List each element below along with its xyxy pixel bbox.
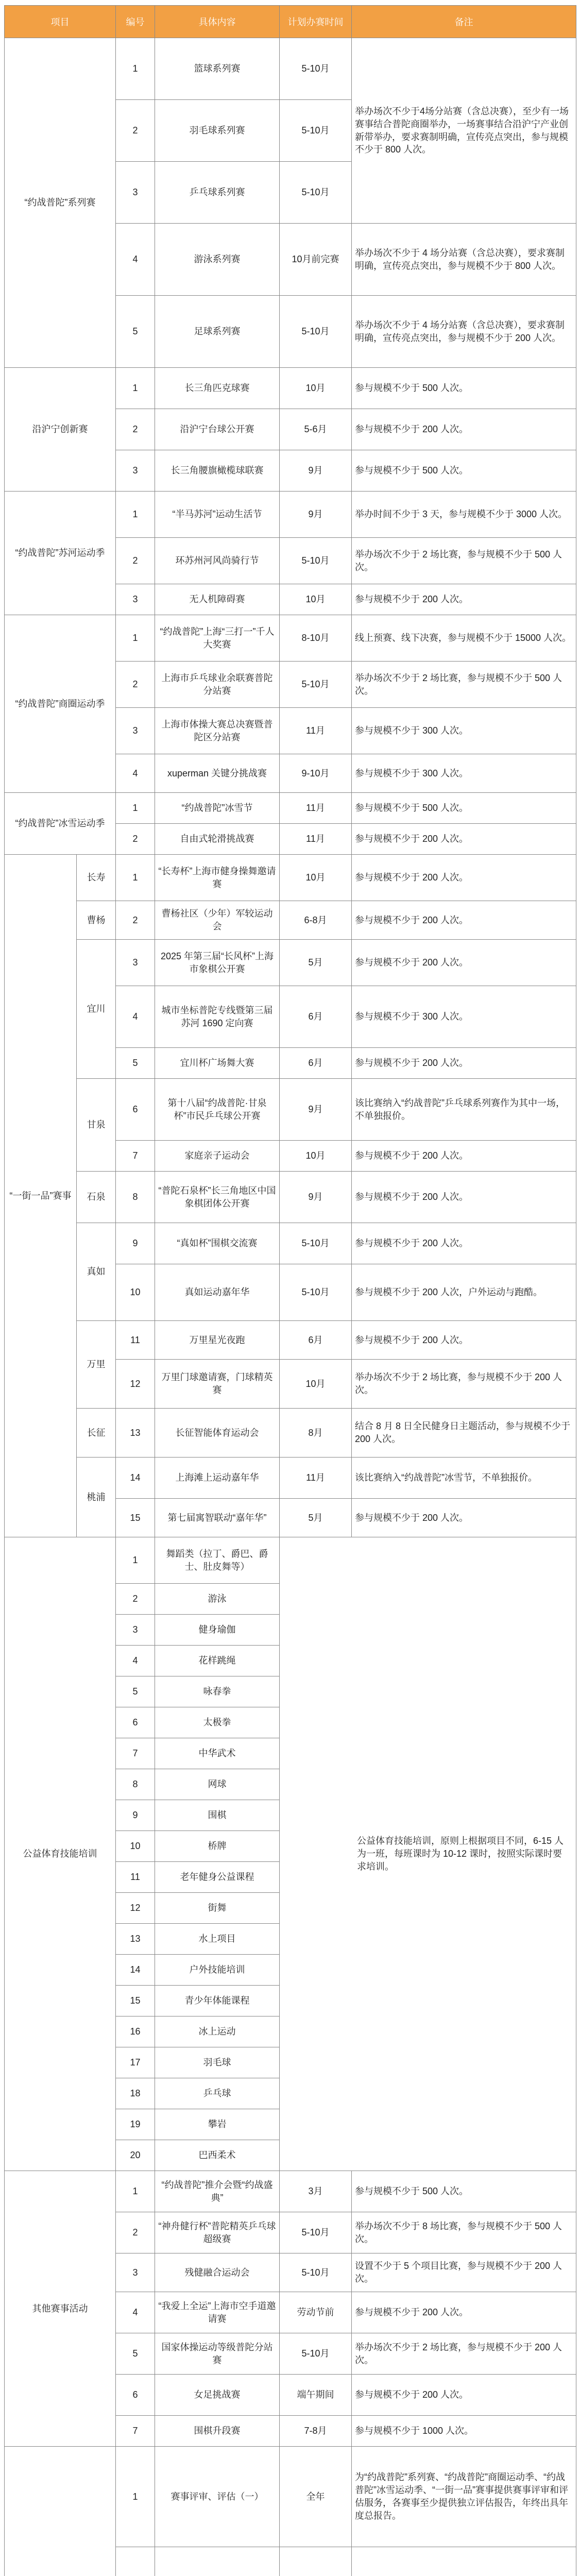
category-cell: “约战普陀”苏河运动季 (5, 492, 116, 615)
row-note: 参与规模不少于 200 人次。 (352, 2375, 576, 2416)
category-cell: “约战普陀”系列赛 (5, 38, 116, 368)
street-cell: 甘泉 (77, 1079, 116, 1172)
row-content: 长三角匹克球赛 (155, 368, 280, 409)
row-number: 2 (116, 824, 155, 855)
row-content: 曹杨社区（少年）军较运动会 (155, 901, 280, 940)
row-content: 残健融合运动会 (155, 2253, 280, 2292)
category-cell: “约战普陀”商圈运动季 (5, 615, 116, 793)
row-note: 参与规模不少于 200 人次。 (352, 409, 576, 450)
table-row (5, 492, 576, 538)
row-time: 8月 (280, 1409, 352, 1458)
table-header-row (5, 6, 576, 38)
row-number: 3 (116, 708, 155, 754)
row-content: “长寿杯”上海市健身操舞邀请赛 (155, 855, 280, 901)
table-row (5, 1321, 576, 1360)
row-time: 5-10月 (280, 100, 352, 162)
row-number: 3 (116, 2253, 155, 2292)
row-time: 9月 (280, 492, 352, 538)
street-cell: 长寿 (77, 855, 116, 901)
row-number: 2 (116, 901, 155, 940)
category-cell: “约战普陀”冰雪运动季 (5, 793, 116, 855)
row-time: 6-8月 (280, 901, 352, 940)
row-number: 3 (116, 450, 155, 492)
table-row (5, 1223, 576, 1264)
row-number: 8 (116, 1769, 155, 1800)
row-content: 羽毛球 (155, 2047, 280, 2078)
row-time: 5-10月 (280, 296, 352, 368)
row-time: 9-10月 (280, 754, 352, 793)
header-content: 具体内容 (155, 6, 280, 38)
row-content: 咏春拳 (155, 1676, 280, 1707)
row-time: 10月前完赛 (280, 224, 352, 296)
row-content: 游泳 (155, 1584, 280, 1615)
header-remark: 备注 (352, 6, 576, 38)
row-content: “半马苏河”运动生活节 (155, 492, 280, 538)
row-time: 11月 (280, 708, 352, 754)
row-time: 7-8月 (280, 2416, 352, 2447)
row-time: 6月 (280, 1048, 352, 1079)
header-project: 项目 (5, 6, 116, 38)
row-number: 13 (116, 1409, 155, 1458)
row-content: “普陀石泉杯”长三角地区中国象棋团体公开赛 (155, 1172, 280, 1223)
row-number: 5 (116, 2333, 155, 2375)
row-time: 11月 (280, 824, 352, 855)
row-time: 11月 (280, 1458, 352, 1499)
table-row (5, 1537, 576, 1584)
row-number: 5 (116, 296, 155, 368)
row-number: 7 (116, 2416, 155, 2447)
row-time: 10月 (280, 1360, 352, 1409)
row-note: 参与规模不少于 300 人次。 (352, 986, 576, 1048)
row-note: 参与规模不少于 200 人次。 (352, 940, 576, 986)
row-content: 网球 (155, 1769, 280, 1800)
row-time: 9月 (280, 450, 352, 492)
row-content: 第七届寓智联动“嘉年华” (155, 1499, 280, 1537)
row-content: 上海市乒乓球业余联赛普陀分站赛 (155, 662, 280, 708)
row-number: 2 (116, 1584, 155, 1615)
street-cell: 曹杨 (77, 901, 116, 940)
table-row (5, 940, 576, 986)
row-number: 3 (116, 162, 155, 224)
row-note: 参与规模不少于 200 人次。 (352, 1141, 576, 1172)
street-cell: 宜川 (77, 940, 116, 1079)
row-note: 参与规模不少于 200 人次。 (352, 855, 576, 901)
row-content: “约战普陀”冰雪节 (155, 793, 280, 824)
row-number: 13 (116, 1924, 155, 1955)
row-time: 10月 (280, 584, 352, 615)
row-note (352, 2547, 576, 2576)
row-number: 11 (116, 1862, 155, 1893)
category-cell: “一街一品”赛事 (5, 855, 77, 1537)
row-content: 国家体操运动等级普陀分站赛 (155, 2333, 280, 2375)
row-note: 参与规模不少于 200 人次。 (352, 1223, 576, 1264)
row-time: 5-10月 (280, 38, 352, 100)
row-content: 巴西柔术 (155, 2140, 280, 2171)
row-number: 7 (116, 1738, 155, 1769)
row-content: 女足挑战赛 (155, 2375, 280, 2416)
row-content: 沿沪宁台球公开赛 (155, 409, 280, 450)
row-content: 攀岩 (155, 2109, 280, 2140)
table-row (5, 901, 576, 940)
row-content: 桥牌 (155, 1831, 280, 1862)
table-row (5, 1458, 576, 1499)
row-time: 10月 (280, 855, 352, 901)
row-time: 5-10月 (280, 1264, 352, 1321)
row-note: 参与规模不少于 1000 人次。 (352, 2416, 576, 2447)
row-time: 3月 (280, 2171, 352, 2212)
row-time: 5月 (280, 1499, 352, 1537)
table-row (5, 615, 576, 662)
row-content: 宜川杯广场舞大赛 (155, 1048, 280, 1079)
row-note: 参与规模不少于 500 人次。 (352, 2171, 576, 2212)
row-content: 围棋 (155, 1800, 280, 1831)
street-cell: 万里 (77, 1321, 116, 1409)
row-note: 参与规模不少于 200 人次。 (352, 1321, 576, 1360)
row-note: 举办场次不少于 2 场比赛，参与规模不少于 200 人次。 (352, 1360, 576, 1409)
row-content: 城市坐标普陀专线暨第三届苏河 1690 定向赛 (155, 986, 280, 1048)
row-content: 家庭亲子运动会 (155, 1141, 280, 1172)
table-row (5, 368, 576, 409)
row-number: 4 (116, 986, 155, 1048)
row-note: 结合 8 月 8 日全民健身日主题活动，参与规模不少于 200 人次。 (352, 1409, 576, 1458)
row-number: 4 (116, 1646, 155, 1676)
row-content: 万里星光夜跑 (155, 1321, 280, 1360)
row-content: “真如杯”围棋交流赛 (155, 1223, 280, 1264)
row-content: 健身瑜伽 (155, 1615, 280, 1646)
row-note: 线上预赛、线下决赛，参与规模不少于 15000 人次。 (352, 615, 576, 662)
row-time: 5月 (280, 940, 352, 986)
row-content: 花样跳绳 (155, 1646, 280, 1676)
row-note: 举办场次不少于 8 场比赛，参与规模不少于 500 人次。 (352, 2212, 576, 2253)
row-number: 14 (116, 1955, 155, 1986)
training-note: 公益体育技能培训，原则上根据项目不同，6-15 人为一班，每班课时为 10-12 课时，按照实际课时要求培训。 (280, 1537, 576, 2171)
table-row (5, 1409, 576, 1458)
row-time: 端午期间 (280, 2375, 352, 2416)
row-content: 上海滩上运动嘉年华 (155, 1458, 280, 1499)
row-time: 10月 (280, 1141, 352, 1172)
row-number: 6 (116, 1079, 155, 1141)
row-content: 街舞 (155, 1893, 280, 1924)
row-number: 2 (116, 409, 155, 450)
row-content: 乒乓球 (155, 2078, 280, 2109)
row-number: 15 (116, 1986, 155, 2016)
street-cell: 长征 (77, 1409, 116, 1458)
row-content: 真如运动嘉年华 (155, 1264, 280, 1321)
row-number: 4 (116, 224, 155, 296)
row-note: 参与规模不少于 200 人次。 (352, 901, 576, 940)
row-content: 赛事评审、评估（一） (155, 2447, 280, 2547)
row-content: “约战普陀”推介会暨“约战盛典” (155, 2171, 280, 2212)
row-number: 16 (116, 2016, 155, 2047)
row-note: 举办场次不少于 2 场比赛，参与规模不少于 500 人次。 (352, 538, 576, 584)
row-number: 6 (116, 1707, 155, 1738)
table-row (5, 38, 576, 100)
row-number: 17 (116, 2047, 155, 2078)
table-row (5, 1172, 576, 1223)
row-number: 18 (116, 2078, 155, 2109)
row-time: 5-10月 (280, 162, 352, 224)
row-time: 5-10月 (280, 2333, 352, 2375)
row-number: 8 (116, 1172, 155, 1223)
row-number: 5 (116, 1048, 155, 1079)
row-number: 10 (116, 1831, 155, 1862)
row-number (116, 2547, 155, 2576)
row-content: “神舟健行杯”普陀精英乒乓球超级赛 (155, 2212, 280, 2253)
row-number: 12 (116, 1893, 155, 1924)
row-content: 足球系列赛 (155, 296, 280, 368)
row-content: 太极拳 (155, 1707, 280, 1738)
row-number: 9 (116, 1800, 155, 1831)
row-time: 11月 (280, 793, 352, 824)
row-content (155, 2547, 280, 2576)
row-number: 1 (116, 492, 155, 538)
table-row (5, 1079, 576, 1141)
row-note: 该比赛纳入“约战普陀”冰雪节，不单独报价。 (352, 1458, 576, 1499)
row-number: 1 (116, 2447, 155, 2547)
row-number: 3 (116, 940, 155, 986)
street-cell: 真如 (77, 1223, 116, 1321)
street-cell: 桃浦 (77, 1458, 116, 1537)
row-content: 羽毛球系列赛 (155, 100, 280, 162)
row-note: 参与规模不少于 500 人次。 (352, 368, 576, 409)
row-time: 9月 (280, 1079, 352, 1141)
row-number: 1 (116, 2171, 155, 2212)
row-number: 6 (116, 2375, 155, 2416)
row-time: 5-10月 (280, 1223, 352, 1264)
row-time: 6月 (280, 986, 352, 1048)
row-content: 乒乓球系列赛 (155, 162, 280, 224)
table-row (5, 793, 576, 824)
event-table (4, 5, 576, 2576)
street-cell: 石泉 (77, 1172, 116, 1223)
row-number: 1 (116, 38, 155, 100)
row-number: 1 (116, 793, 155, 824)
header-number: 编号 (116, 6, 155, 38)
row-time: 10月 (280, 368, 352, 409)
row-number: 1 (116, 1537, 155, 1584)
row-content: 户外技能培训 (155, 1955, 280, 1986)
row-note: 参与规模不少于 200 人次。 (352, 1499, 576, 1537)
row-number: 2 (116, 2212, 155, 2253)
row-content: 篮球系列赛 (155, 38, 280, 100)
table-row (5, 2171, 576, 2212)
row-content: 无人机障碍赛 (155, 584, 280, 615)
row-content: 第十八届“约战普陀·甘泉杯”市民乒乓球公开赛 (155, 1079, 280, 1141)
row-number: 14 (116, 1458, 155, 1499)
row-content: 青少年体能课程 (155, 1986, 280, 2016)
row-number: 20 (116, 2140, 155, 2171)
row-content: 环苏州河风尚骑行节 (155, 538, 280, 584)
row-number: 2 (116, 662, 155, 708)
row-number: 1 (116, 368, 155, 409)
row-note: 参与规模不少于 200 人次，户外运动与跑酷。 (352, 1264, 576, 1321)
row-content: “约战普陀”上海“三打一”千人大奖赛 (155, 615, 280, 662)
row-note: 设置不少于 5 个项目比赛，参与规模不少于 200 人次。 (352, 2253, 576, 2292)
row-note: 为“约战普陀”系列赛、“约战普陀”商圈运动季、“约战普陀”冰雪运动季、“一街一品”赛事提供赛事评审和评估服务，各赛事至少提供独立评估报告，年终出具年度总报告。 (352, 2447, 576, 2547)
row-time: 劳动节前 (280, 2292, 352, 2333)
row-content: “我爱上全运”上海市空手道邀请赛 (155, 2292, 280, 2333)
category-cell: 其他赛事活动 (5, 2171, 116, 2447)
row-note: 参与规模不少于 500 人次。 (352, 450, 576, 492)
row-content: 长三角腰旗橄榄球联赛 (155, 450, 280, 492)
row-time: 9月 (280, 1172, 352, 1223)
row-time: 5-10月 (280, 2212, 352, 2253)
row-content: 舞蹈类（拉丁、爵巴、爵士、肚皮舞等） (155, 1537, 280, 1584)
row-time (280, 2547, 352, 2576)
row-time: 5-10月 (280, 538, 352, 584)
row-content: 游泳系列赛 (155, 224, 280, 296)
row-time: 6月 (280, 1321, 352, 1360)
row-content: 围棋升段赛 (155, 2416, 280, 2447)
row-number: 11 (116, 1321, 155, 1360)
row-number: 19 (116, 2109, 155, 2140)
row-number: 4 (116, 754, 155, 793)
row-content: 长征智能体育运动会 (155, 1409, 280, 1458)
row-content: 万里门球邀请赛，门球精英赛 (155, 1360, 280, 1409)
row-note: 参与规模不少于 300 人次。 (352, 754, 576, 793)
row-note: 参与规模不少于 200 人次。 (352, 1048, 576, 1079)
row-content: 冰上运动 (155, 2016, 280, 2047)
row-note: 举办场次不少于 4 场分站赛（含总决赛），要求赛制明确，宣传亮点突出，参与规模不少于 800 人次。 (352, 224, 576, 296)
row-time: 8-10月 (280, 615, 352, 662)
row-number: 2 (116, 100, 155, 162)
category-cell (5, 2447, 116, 2576)
row-time: 全年 (280, 2447, 352, 2547)
row-note: 举办场次不少于 4 场分站赛（含总决赛），要求赛制明确，宣传亮点突出，参与规模不少于 200 人次。 (352, 296, 576, 368)
row-number: 15 (116, 1499, 155, 1537)
row-time: 5-6月 (280, 409, 352, 450)
row-number: 10 (116, 1264, 155, 1321)
row-content: 老年健身公益课程 (155, 1862, 280, 1893)
row-note: 举办场次不少于 2 场比赛，参与规模不少于 200 人次。 (352, 2333, 576, 2375)
table-row (5, 855, 576, 901)
row-number: 2 (116, 538, 155, 584)
row-note: 参与规模不少于 200 人次。 (352, 1172, 576, 1223)
row-note: 举办时间不少于 3 天，参与规模不少于 3000 人次。 (352, 492, 576, 538)
row-note: 参与规模不少于 200 人次。 (352, 824, 576, 855)
row-number: 1 (116, 615, 155, 662)
row-number: 12 (116, 1360, 155, 1409)
row-number: 3 (116, 1615, 155, 1646)
row-number: 4 (116, 2292, 155, 2333)
row-content: 水上项目 (155, 1924, 280, 1955)
row-number: 5 (116, 1676, 155, 1707)
row-content: xuperman 关键分挑战赛 (155, 754, 280, 793)
row-number: 9 (116, 1223, 155, 1264)
row-note: 该比赛纳入“约战普陀”乒乓球系列赛作为其中一场，不单独报价。 (352, 1079, 576, 1141)
row-note: 参与规模不少于 300 人次。 (352, 708, 576, 754)
row-note: 举办场次不少于 2 场比赛，参与规模不少于 500 人次。 (352, 662, 576, 708)
category-cell: 公益体育技能培训 (5, 1537, 116, 2171)
row-note: 参与规模不少于 200 人次。 (352, 584, 576, 615)
row-time: 5-10月 (280, 2253, 352, 2292)
header-time: 计划办赛时间 (280, 6, 352, 38)
row-content: 中华武术 (155, 1738, 280, 1769)
row-number: 7 (116, 1141, 155, 1172)
row-content: 上海市体操大赛总决赛暨普陀区分站赛 (155, 708, 280, 754)
row-number: 3 (116, 584, 155, 615)
row-content: 自由式轮滑挑战赛 (155, 824, 280, 855)
row-note: 举办场次不少于4场分站赛（含总决赛），至少有一场赛事结合普陀商圈举办，一场赛事结合沿沪宁产业创新带举办，要求赛制明确，宣传亮点突出，参与规模不少于 800 人次。 (352, 38, 576, 224)
row-time: 5-10月 (280, 662, 352, 708)
category-cell: 沿沪宁创新赛 (5, 368, 116, 492)
row-number: 1 (116, 855, 155, 901)
row-note: 参与规模不少于 200 人次。 (352, 2292, 576, 2333)
table-row (5, 2447, 576, 2547)
row-note: 参与规模不少于 500 人次。 (352, 793, 576, 824)
row-content: 2025 年第三届“长风杯”上海市象棋公开赛 (155, 940, 280, 986)
